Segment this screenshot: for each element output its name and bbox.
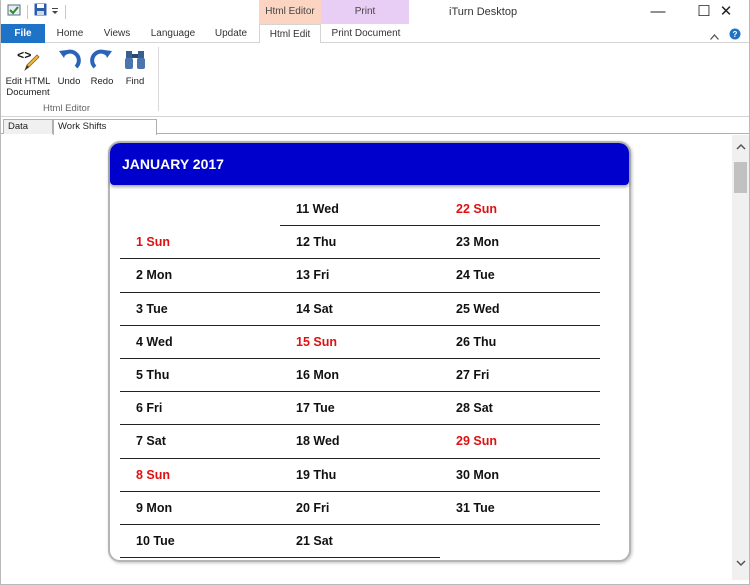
calendar-day-label: 8 Sun [136, 467, 171, 482]
calendar-day-cell [440, 259, 600, 292]
calendar-day-label: 25 Wed [456, 301, 500, 316]
svg-text:<>: <> [17, 49, 32, 63]
redo-arrow-icon [89, 47, 115, 73]
undo-label: Undo [57, 76, 81, 87]
calendar-day-label: 9 Mon [136, 500, 173, 515]
redo-button[interactable] [88, 47, 116, 87]
scroll-up-icon[interactable] [732, 141, 749, 157]
calendar-day-cell [280, 392, 440, 425]
document-tab-bar [1, 118, 749, 134]
redo-label: Redo [90, 76, 114, 87]
calendar-day-label: 18 Wed [296, 434, 340, 449]
calendar-day-cell [280, 293, 440, 326]
ribbon-group-label: Html Editor [43, 103, 90, 114]
calendar-day-cell [120, 326, 280, 359]
calendar-day-cell [280, 259, 440, 292]
calendar-day-label: 12 Thu [296, 235, 337, 250]
calendar-day-label: 24 Tue [456, 268, 495, 283]
scroll-down-icon[interactable] [732, 557, 749, 573]
tab-html-edit[interactable]: Html Edit [259, 24, 321, 44]
tab-home[interactable]: Home [56, 28, 84, 39]
calendar-day-cell [280, 459, 440, 492]
calendar-day-cell [120, 293, 280, 326]
calendar-day-label: 4 Wed [136, 334, 173, 349]
calendar-day-cell [440, 326, 600, 359]
calendar-day-cell [280, 525, 440, 558]
ribbon-tab-bar [1, 24, 749, 43]
calendar-header [110, 143, 629, 185]
close-button[interactable]: ✕ [719, 3, 733, 20]
calendar-day-label: 26 Thu [456, 334, 497, 349]
calendar-day-cell [440, 425, 600, 458]
calendar-day-cell [120, 459, 280, 492]
calendar-day-cell [120, 359, 280, 392]
calendar-day-cell [280, 226, 440, 259]
window-title: iTurn Desktop [449, 6, 518, 18]
calendar-day-label: 27 Fri [456, 367, 490, 382]
calendar-day-cell [280, 326, 440, 359]
ribbon-group-separator [158, 47, 159, 111]
doc-tab-data-entry[interactable]: Data [3, 119, 53, 134]
calendar-day-label: 31 Tue [456, 500, 495, 515]
calendar-day-cell [440, 359, 600, 392]
qat-separator [27, 5, 28, 19]
calendar-day-cell [280, 359, 440, 392]
calendar-day-label: 16 Mon [296, 367, 340, 382]
calendar-day-label: 21 Sat [296, 533, 333, 548]
calendar-day-label: 15 Sun [296, 334, 337, 349]
vertical-scrollbar[interactable] [732, 135, 749, 580]
context-tab-print: Print [321, 0, 409, 24]
calendar-day-label: 22 Sun [456, 202, 497, 216]
app-icon [7, 3, 21, 22]
tab-views[interactable]: Views [103, 28, 131, 39]
minimize-button[interactable]: — [650, 3, 666, 20]
calendar-day-label: 6 Fri [136, 401, 163, 416]
calendar-day-label: 28 Sat [456, 401, 493, 416]
calendar-day-cell [440, 392, 600, 425]
calendar-day-label: 20 Fri [296, 500, 330, 515]
dropdown-icon[interactable] [51, 3, 59, 21]
quick-access-toolbar [7, 4, 68, 20]
undo-arrow-icon [56, 47, 82, 73]
tab-update[interactable]: Update [214, 28, 248, 39]
ribbon-panel [1, 43, 749, 117]
calendar-day-label: 11 Wed [296, 202, 339, 216]
tab-print-document[interactable]: Print Document [331, 28, 401, 39]
code-pencil-icon [15, 47, 41, 73]
calendar-day-label: 19 Thu [296, 467, 337, 482]
calendar-day-cell [440, 492, 600, 525]
calendar-day-label: 29 Sun [456, 434, 497, 449]
calendar-day-cell [120, 259, 280, 292]
calendar-day-cell [440, 459, 600, 492]
calendar-column-2 [280, 193, 440, 558]
calendar-day-label: 5 Thu [136, 367, 170, 382]
calendar-day-cell [280, 492, 440, 525]
save-icon[interactable] [34, 3, 47, 21]
edit-html-label-line1: Edit HTML [5, 76, 51, 87]
calendar-day-cell [280, 425, 440, 458]
calendar-day-cell [120, 392, 280, 425]
tab-file[interactable]: File [1, 24, 45, 43]
context-tab-html-editor: Html Editor [259, 0, 321, 24]
scrollbar-thumb[interactable] [734, 162, 747, 193]
svg-text:?: ? [732, 30, 738, 39]
calendar-day-label: 2 Mon [136, 268, 173, 283]
calendar-title: JANUARY 2017 [122, 156, 224, 172]
calendar-day-cell [120, 425, 280, 458]
calendar-day-cell [280, 193, 440, 226]
doc-tab-work-shifts-visualization[interactable]: Work Shifts [53, 119, 157, 135]
calendar-day-label: 7 Sat [136, 434, 166, 449]
maximize-button[interactable]: ☐ [697, 3, 711, 20]
calendar-day-label: 3 Tue [136, 301, 168, 316]
edit-html-document-button[interactable] [5, 47, 51, 98]
binoculars-icon [122, 47, 148, 73]
qat-separator [65, 5, 66, 19]
content-area [1, 135, 732, 580]
calendar-day-label: 13 Fri [296, 268, 330, 283]
calendar-day-cell [440, 226, 600, 259]
calendar-day-label: 10 Tue [136, 533, 175, 548]
calendar-day-cell [440, 293, 600, 326]
calendar-day-label: 1 Sun [136, 235, 171, 250]
tab-language[interactable]: Language [150, 28, 196, 39]
calendar-day-cell [440, 193, 600, 226]
undo-button[interactable] [55, 47, 83, 87]
calendar-day-cell [120, 525, 280, 558]
calendar-column-3 [440, 193, 600, 525]
title-bar [1, 0, 749, 25]
find-button[interactable] [121, 47, 149, 87]
calendar-column-1 [120, 193, 280, 558]
calendar-day-cell [120, 226, 280, 259]
calendar-day-label: 17 Tue [296, 401, 335, 416]
calendar-day-label: 23 Mon [456, 235, 500, 250]
find-label: Find [125, 76, 145, 87]
calendar-day-label: 30 Mon [456, 467, 500, 482]
calendar-day-cell [120, 492, 280, 525]
calendar-card [108, 141, 631, 562]
edit-html-label-line2: Document [6, 87, 50, 98]
calendar-day-cell [120, 193, 280, 226]
calendar-day-label: 14 Sat [296, 301, 333, 316]
